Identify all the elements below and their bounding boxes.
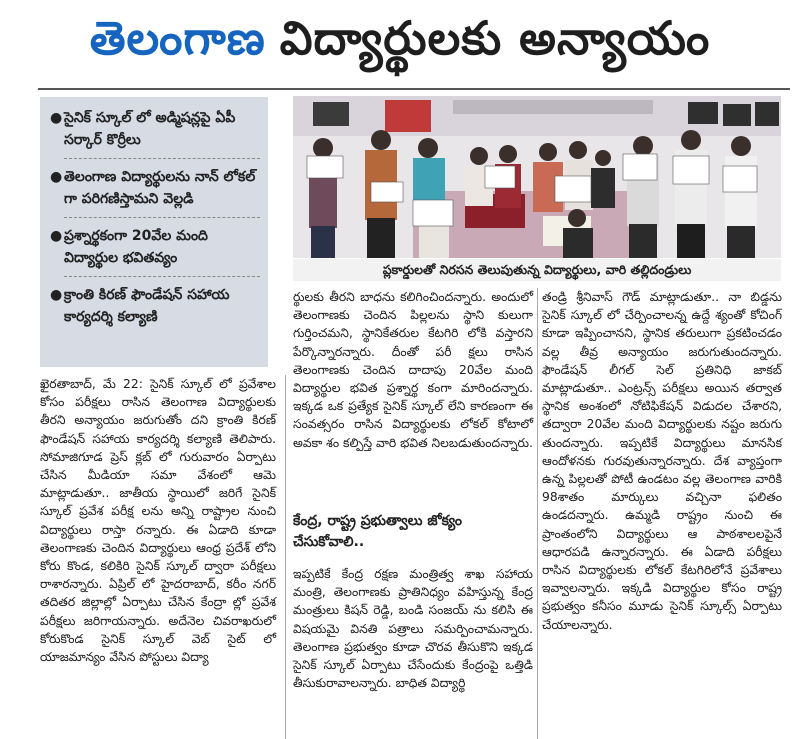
article-subheading: కేంద్ర, రాష్ట్ర ప్రభుత్వాలు జోక్యం చేసుకోవాలి.. (293, 513, 462, 550)
article-column-2-continued (293, 565, 533, 692)
highlight-item (50, 284, 260, 328)
divider (64, 276, 260, 277)
article-paragraph: తండ్రి శ్రీనివాస్ గౌడ్ మాట్లాడుతూ.. నా బిడ్డను సైనిక్ స్కూల్ లో చేర్పించాలన్న ఉద్దే శ్యంతో కోచింగ్ కూడా ఇప్పించానని, స్థానిక తరులుగా ప్రకటించడం వల్ల తీవ్ర అన్యాయం జరుగుతుందన్నారు. ఫౌండేషన్ లీగల్ సెల్ ప్రతినిధి జాకబ్ మాట్లాడుతూ.. ఎంట్రన్స్ పరీక్షలు అయిన తర్వాత స్థానిక అంశంలో నోటిఫికేషన్ విడుదల చేశారని, తద్వారా 20వేల మంది విద్యార్థులకు నష్టం జరుగు తుందన్నారు. ఇప్పటికే విద్యార్థులు మానసిక ఆందోళనకు గురవుతున్నారన్నారు. దేశ వ్యాప్తంగా ఉన్న పిల్లలతో పోటీ ఉండటం వల్ల తెలంగాణ వారికి 98శాతం మార్కులు వచ్చినా ఫలితం ఉండదన్నారు. ఉమ్మడి రాష్ట్రం నుంచి ఈ ప్రాంతంలోని విద్యార్థులు ఆ పాఠశాలలపైనే ఆధారపడి ఉన్నారన్నారు. ఈ ఏడాది పరీక్షలు రాసిన విద్యార్థులకు లోకల్ కేటగిరిలోనే ప్రవేశాలు ఇవ్వాలన్నారు. ఇక్కడి విద్యార్థుల కోసం రాష్ట్ర ప్రభుత్వం కనీసం మూడు సైనిక్ స్కూల్స్ ఏర్పాటు చేయాలన్నారు. (542, 290, 782, 632)
bullet-icon: ● (50, 110, 63, 126)
highlight-text: సైనిక్ స్కూల్ లో అడ్మిషన్లపై ఏపీ సర్కార్ కొర్రీలు (64, 110, 236, 148)
photo-caption: ప్లకార్డులతో నిరసన తెలుపుతున్న విద్యార్థులు, వారి తల్లిదండ్రులు (293, 259, 781, 281)
bullet-icon: ● (50, 287, 63, 303)
column-divider (537, 288, 538, 739)
headline-rule (38, 88, 790, 90)
headline-highlight: తెలంగాణ (89, 11, 266, 65)
protest-photo (293, 96, 781, 258)
highlight-text: ప్రశ్నార్థకంగా 20వేల మంది విద్యార్థుల భవితవ్యం (64, 228, 208, 266)
headline (0, 0, 800, 88)
article-column-2 (293, 288, 533, 452)
column-divider (285, 375, 286, 739)
bullet-icon: ● (50, 169, 63, 185)
highlight-text: క్రాంతి కిరణ్ ఫౌండేషన్ సహాయ కార్యదర్శి కల్యాణి (64, 287, 230, 325)
article-column-1 (40, 375, 276, 666)
headline-rest: విద్యార్థులకు అన్యాయం (279, 11, 711, 65)
divider (64, 217, 260, 218)
highlight-item (50, 107, 260, 151)
highlight-item (50, 166, 260, 210)
divider (64, 158, 260, 159)
highlight-text: తెలంగాణ విద్యార్థులను నాన్ లోకల్ గా పరిగణిస్తామని వెల్లడి (64, 169, 256, 207)
article-paragraph: ర్థులకు తీరని బాధను కలిగించిందన్నారు. అందులో తెలంగాణకు చెందిన పిల్లలను స్థాని కులుగా గుర్తించమని, స్థానికేతరుల కేటగిరి లోకి వస్తారని పేర్కొన్నారన్నారు. దీంతో పరీ క్షలు రాసిన తెలంగాణకు చెందిన దాదాపు 20వేల మంది విద్యార్థుల భవిత ప్రశ్నార్థ కంగా మారిందన్నారు. ఇక్కడ ఒక ప్రత్యేక సైనిక్ స్కూల్ లేని కారణంగా ఈ సంవత్సరం రాసిన విద్యార్థులకు లోకల్ కోటాలో అవకా శం కల్పిస్తే వారి భవిత నిలబడుతుందన్నారు. (293, 290, 533, 450)
bullet-icon: ● (50, 228, 63, 244)
article-paragraph: ఖైరతాబాద్, మే 22: సైనిక్ స్కూల్ లో ప్రవేశాల కోసం పరీక్షలు రాసిన తెలంగాణ విద్యార్థులకు తీరని అన్యాయం జరుగుతోం దని క్రాంతి కిరణ్ ఫౌండేషన్ సహాయ కార్యదర్శి కల్యాణి తెలిపారు. సోమాజిగూడ ప్రెస్ క్లబ్ లో గురువారం ఏర్పాటు చేసిన మీడియా సమా వేశంలో ఆమె మాట్లాడుతూ.. జాతీయ స్థాయిలో జరిగే సైనిక్ స్కూల్ ప్రవేశ పరీక్ష లను అన్ని రాష్ట్రాల నుంచి విద్యార్థులు రాస్తా రన్నారు. ఈ ఏడాది కూడా తెలంగాణకు చెందిన విద్యార్థులు ఆంధ్ర ప్రదేశ్ లోని కోరు కొండ, కలికిరి సైనిక్ స్కూల్ ద్వారా పరీక్షలు రాశారన్నారు. ఏప్రిల్ లో హైదరాబాద్, కరీం నగర్ తదితర జిల్లాల్లో ఏర్పాటు చేసిన కేంద్రా ల్లో ప్రవేశ పరీక్షలు జరిగాయన్నారు. అదేనెల చివరాఖరులో కోరుకొండ సైనిక్ స్కూల్ వెబ్ సైట్ లో యాజమాన్యం వేసిన పోస్టులు విద్యా (40, 377, 276, 665)
article-paragraph: ఇప్పటికే కేంద్ర రక్షణ మంత్రిత్వ శాఖ సహాయ మంత్రి, తెలంగాణకు ప్రాతినిధ్యం వహిస్తున్న కేంద్ర మంత్రులు కిషన్ రెడ్డి, బండి సంజయ్ ను కలిసి ఈ విషయమై వినతి పత్రాలు సమర్పించామన్నారు. తెలంగాణ ప్రభుత్వం కూడా చొరవ తీసుకొని ఇక్కడ సైనిక్ స్కూల్ ఏర్పాటు చేసేందుకు కేంద్రంపై ఒత్తిడి తీసుకురావాలన్నారు. బాధిత విద్యార్థి (293, 567, 533, 691)
highlights-box (40, 97, 268, 367)
article-column-3 (542, 288, 782, 634)
highlight-item (50, 225, 260, 269)
